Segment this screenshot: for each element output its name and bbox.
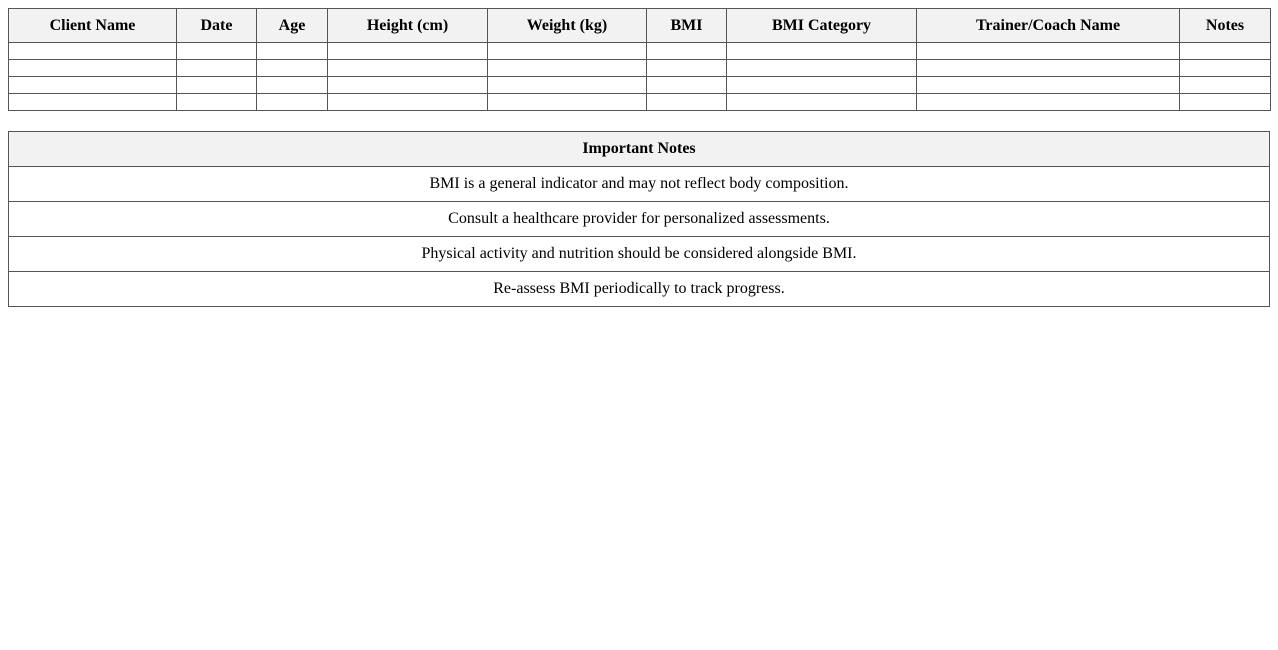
- column-header-date: Date: [177, 9, 257, 43]
- note-item: Consult a healthcare provider for personalized assessments.: [9, 202, 1270, 237]
- column-header-bmi-category: BMI Category: [727, 9, 917, 43]
- table-cell: [727, 43, 917, 60]
- table-cell: [917, 94, 1180, 111]
- table-cell: [1180, 77, 1271, 94]
- table-row: [9, 77, 1271, 94]
- table-cell: [328, 60, 488, 77]
- note-row: [9, 272, 1270, 307]
- table-cell: [9, 60, 177, 77]
- table-cell: [257, 43, 328, 60]
- table-cell: [257, 94, 328, 111]
- table-cell: [488, 77, 647, 94]
- table-cell: [647, 94, 727, 111]
- table-cell: [488, 60, 647, 77]
- table-header-row: [9, 9, 1271, 43]
- table-cell: [1180, 43, 1271, 60]
- table-row: [9, 94, 1271, 111]
- table-cell: [488, 43, 647, 60]
- table-cell: [328, 43, 488, 60]
- bmi-tracking-table: [8, 8, 1271, 111]
- table-cell: [9, 43, 177, 60]
- table-cell: [727, 60, 917, 77]
- table-cell: [727, 94, 917, 111]
- column-header-trainer-coach-name: Trainer/Coach Name: [917, 9, 1180, 43]
- table-row: [9, 60, 1271, 77]
- column-header-bmi: BMI: [647, 9, 727, 43]
- table-cell: [917, 43, 1180, 60]
- table-cell: [9, 77, 177, 94]
- table-row: [9, 43, 1271, 60]
- table-cell: [257, 77, 328, 94]
- table-cell: [1180, 94, 1271, 111]
- notes-header-row: [9, 132, 1270, 167]
- table-cell: [1180, 60, 1271, 77]
- table-cell: [647, 77, 727, 94]
- column-header-notes: Notes: [1180, 9, 1271, 43]
- table-cell: [257, 60, 328, 77]
- important-notes-table: [8, 131, 1270, 307]
- table-cell: [177, 77, 257, 94]
- table-cell: [647, 60, 727, 77]
- table-cell: [647, 43, 727, 60]
- column-header-height: Height (cm): [328, 9, 488, 43]
- note-item: Physical activity and nutrition should be considered alongside BMI.: [9, 237, 1270, 272]
- table-cell: [177, 60, 257, 77]
- note-row: [9, 202, 1270, 237]
- table-cell: [917, 60, 1180, 77]
- note-item: Re-assess BMI periodically to track progress.: [9, 272, 1270, 307]
- table-cell: [177, 94, 257, 111]
- table-cell: [9, 94, 177, 111]
- note-row: [9, 167, 1270, 202]
- table-cell: [328, 77, 488, 94]
- table-cell: [917, 77, 1180, 94]
- table-cell: [328, 94, 488, 111]
- column-header-client-name: Client Name: [9, 9, 177, 43]
- table-cell: [488, 94, 647, 111]
- column-header-weight: Weight (kg): [488, 9, 647, 43]
- table-cell: [177, 43, 257, 60]
- note-row: [9, 237, 1270, 272]
- notes-header: Important Notes: [9, 132, 1270, 167]
- table-cell: [727, 77, 917, 94]
- note-item: BMI is a general indicator and may not reflect body composition.: [9, 167, 1270, 202]
- page: [0, 0, 1278, 307]
- column-header-age: Age: [257, 9, 328, 43]
